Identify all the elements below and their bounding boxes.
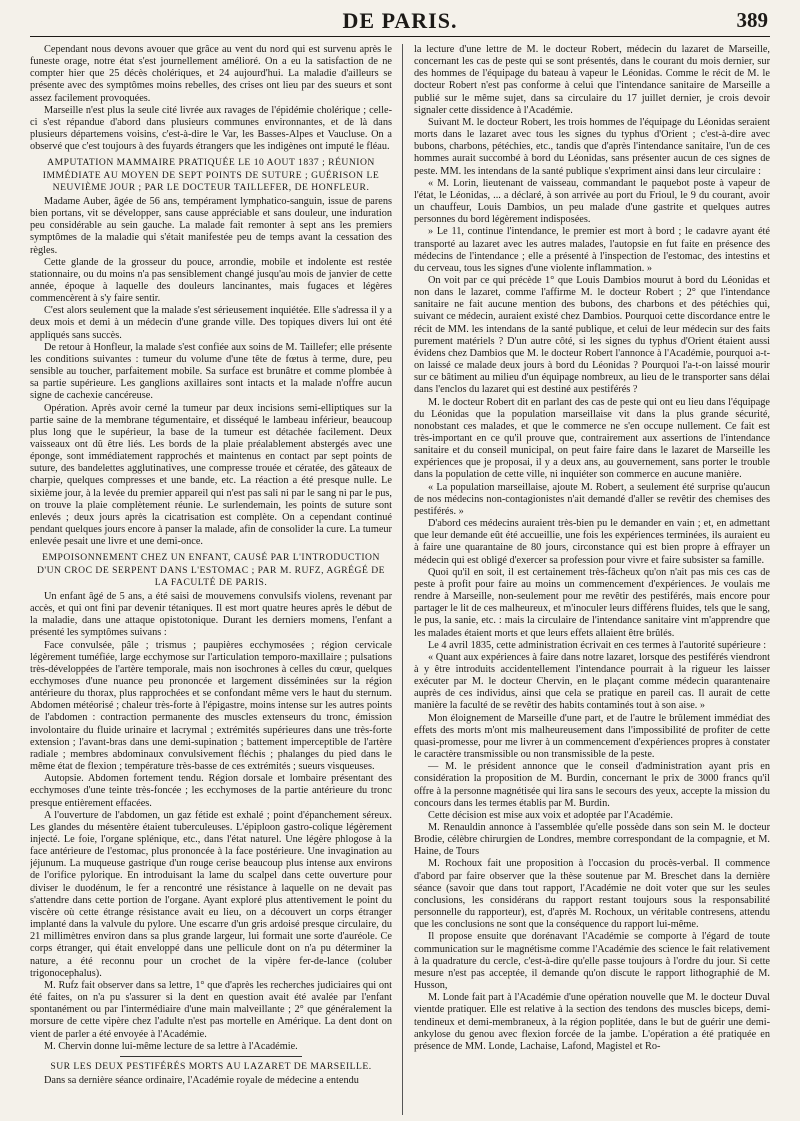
paragraph: Cependant nous devons avouer que grâce au vent du nord qui est survenu après le funeste orage, notre état s'est journellement amélioré. On a eu la satisfaction de ne compter hier que 25 décès cholériques, et 24 aujourd'hui. La maladie d'ailleurs se présente avec des symptômes moins rebelles, des crises ont lieu par des sueurs et sont assez facilement provoquées. bbox=[30, 44, 392, 104]
paragraph: Suivant M. le docteur Robert, les trois hommes de l'équipage du Léonidas seraient morts dans le lazaret avec tous les signes du typhus d'Orient ; c'est-à-dire avec bubons, charbons, pétéchies, etc., tandis que d'après l'intendance sanitaire, l'un de ces hommes aurait succombé à bord du Léonidas, sans présenter aucun de ces signes de peste. MM. les intendans de la santé publique s'expriment ainsi dans leur circulaire : bbox=[414, 116, 770, 177]
page-title: DE PARIS. bbox=[342, 8, 458, 33]
section-heading: SUR LES DEUX PESTIFÉRÉS MORTS AU LAZARET DE MARSEILLE. bbox=[50, 1060, 372, 1072]
paragraph: Il propose ensuite que dorénavant l'Académie se comporte à l'égard de toute communication sur le magnétisme comme l'Académie des science le fait relativement à la quadrature du cercle, c'est-à-dire qu'elle passe toujours à l'ordre du jour. Si cette mesure n'est pas acceptée, il demande qu'on discute le rapport lithographié de M. Husson, bbox=[414, 931, 770, 992]
page-number: 389 bbox=[736, 8, 768, 32]
paragraph: M. Renauldin annonce à l'assemblée qu'elle possède dans son sein M. le docteur Brodie, célèbre chirurgien de Londres, membre correspondant de la compagnie, et M. Haine, de Tours bbox=[414, 822, 770, 858]
paragraph: M. le docteur Robert dit en parlant des cas de peste qui ont eu lieu dans l'équipage du Léonidas que la population marseillaise vit dans la plus grande sécurité, nonobstant ces malades, et que le commerce ne s'en occupe nullement. Ce fait est très-important en ce qu'il prouve que, contrairement aux assertions de l'intendance sanitaire et du conseil municipal, on peut faire faire dans le lazaret de Marseille les expériences que je proposai, il y a deux ans, au gouvernement, sans porter le trouble dans la population de cette ville, ni inquiéter son commerce en aucune manière. bbox=[414, 396, 770, 481]
paragraph: M. Londe fait part à l'Académie d'une opération nouvelle que M. le docteur Duval vientde pratiquer. Elle est relative à la section des tendons des muscles biceps, demi-tendineux et demi-membraneux, à la région poplitée, dans le but de guérir une demi-ankylose du genou avec flexion forcée de la jambe. L'opération a été pratiquée en présence de MM. Londe, Lachaise, Lafond, Magistel et Ro- bbox=[414, 992, 770, 1052]
paragraph: Cette décision est mise aux voix et adoptée par l'Académie. bbox=[428, 809, 673, 821]
section-heading: AMPUTATION MAMMAIRE PRATIQUÉE LE 10 AOUT 1837 ; RÉUNION IMMÉDIATE AU MOYEN DE SEPT POINTS DE SUTURE ; GUÉRISON LE NEUVIÈME JOUR ; PAR LE DOCTEUR TAILLEFER, DE HONFLEUR. bbox=[42, 157, 380, 193]
masthead bbox=[30, 0, 770, 37]
paragraph: M. Rochoux fait une proposition à l'occasion du procès-verbal. Il commence d'abord par faire observer que la thèse soutenue par M. Breschet dans la dernière séance (savoir que dans tout rapport, l'Académie ne doit voter que sur les seules conclusions, les considérans du rapport restant toujours sous la responsabilité personnelle du rapporteur), est, d'après M. Rochoux, un véritable contresens, attendu que les conclusions ne sont que la conséquence du rapport lui-même. bbox=[414, 858, 770, 931]
left-column bbox=[30, 44, 392, 1115]
paragraph: On voit par ce qui précède 1° que Louis Dambios mourut à bord du Léonidas et non dans le lazaret, comme l'affirme M. le docteur Robert ; 2° que l'intendance sanitaire ne fait aucune mention des bubons, des charbons et des pétéchies qui, suivant ce médecin, auraient existé chez Dambios. Pourquoi cette discordance entre le récit de MM. les intendans de la santé publique, et celui de leur médecin sur des faits purement matériels ? D'un autre côté, si les signes du typhus d'Orient étaient aussi évidens chez Dambios que M. le docteur Robert l'annonce à l'Académie, pourquoi a-t-on laissé ce malade deux jours à bord du Léonidas ? Pourquoi l'a-t-on laissé mourir sur ce bâtiment au milieu d'un équipage nombreux, au lieu de le transporter sans délai dans l'enclos du lazaret qui est destiné aux pestiférés ? bbox=[414, 274, 770, 396]
paragraph: Un enfant âgé de 5 ans, a été saisi de mouvemens convulsifs violens, revenant par accès, et qui ont fini par devenir tétaniques. Il est mort quatre heures après le début de la maladie, dans une attaque opistotonique. Durant les derniers momens, l'enfant a présenté les symptômes suivans : bbox=[30, 590, 392, 639]
paragraph: Marseille n'est plus la seule cité livrée aux ravages de l'épidémie cholérique ; celle-ci s'est répandue d'abord dans plusieurs communes environnantes, et de là dans plusieurs départemens voisins, c'est-à-dire le Var, les Basses-Alpes et Vaucluse. On a observé que c'est toujours à des fuyards étrangers que les indigènes ont imputé le fléau. bbox=[30, 104, 392, 153]
paragraph: Dans sa dernière séance ordinaire, l'Académie royale de médecine a entendu bbox=[44, 1074, 359, 1086]
article-columns bbox=[30, 44, 770, 1115]
paragraph: Mon éloignement de Marseille d'une part, et de l'autre le brûlement immédiat des effets des morts m'ont mis malheureusement dans l'impossibilité de profiter de cette quasi-promesse, pour me livrer à un commencement d'expériences propres à constater le caractère transmissible ou non transmissible de la peste. bbox=[414, 712, 770, 761]
paragraph: D'abord ces médecins auraient très-bien pu le demander en vain ; et, en admettant que leur demande eût été accueillie, une fois les expériences terminées, ils auraient eu à faire une quarantaine de 80 jours, circonstance qui est bien propre à effrayer un médecin qui est obligé d'exercer sa profession pour vivre et faire subsister sa famille. bbox=[414, 518, 770, 566]
paragraph: Madame Auber, âgée de 56 ans, tempérament lymphatico-sanguin, issue de parens bien portans, vit se développer, sans cause appréciable et sans douleur, une induration peu considérable au sein gauche. La malade fait remonter à sept ans les premiers symptômes de la maladie qui s'était manifestée peu de temps avant la cessation des règles. bbox=[30, 195, 392, 256]
section-heading: EMPOISONNEMENT CHEZ UN ENFANT, CAUSÉ PAR L'INTRODUCTION D'UN CROC DE SERPENT DANS L'ESTOMAC ; PAR M. RUFZ, AGRÉGÉ DE LA FACULTÉ DE PARIS. bbox=[36, 552, 386, 588]
paragraph: Autopsie. Abdomen fortement tendu. Région dorsale et lombaire présentant des ecchymoses d'une teinte très-foncée ; les ecchymoses de la partie antérieure du tronc presque entièrement effacées. bbox=[30, 773, 392, 809]
paragraph: la lecture d'une lettre de M. le docteur Robert, médecin du lazaret de Marseille, concernant les cas de peste qui se sont présentés, dans le courant du mois dernier, sur des hommes de l'équipage du bateau à vapeur le Léonidas. Comme le récit de M. le docteur Robert n'est pas conforme à celui que l'intendance sanitaire de Marseille a publié sur le même sujet, dans sa circulaire du 17 juillet dernier, je crois devoir signaler cette dissidence à l'Académie. bbox=[414, 44, 770, 116]
paragraph: Opération. Après avoir cerné la tumeur par deux incisions semi-elliptiques sur la partie saine de la membrane tégumentaire, et disséqué le lambeau inférieur, beaucoup plus long que le supérieur, la base de la tumeur est détachée facilement. Deux vaisseaux ont dû être liés. Les bords de la plaie préalablement abstergés avec une éponge, sont immédiatement rapprochés et maintenus en contact par sept points de suture, des bandelettes agglutinatives, une compresse trouée et cératée, des gâteaux de charpie, quelques compresses et une bande, etc. La réaction a été presque nulle. Le sixième jour, à la levée du premier appareil qui n'est pas sali ni par le sang ni par le pus, on trouve la plaie complètement réunie. Le surlendemain, les points de suture sont enlevés ; deux jours après la cicatrisation est complète. On a cependant continué pendant quelques jours encore à panser la malade, afin de consolider la cure. La tumeur enlevée pesait une livre et une demi-once. bbox=[30, 402, 392, 548]
paragraph: De retour à Honfleur, la malade s'est confiée aux soins de M. Taillefer; elle présente les conditions suivantes : tumeur du volume d'une tête de fœtus à terme, dure, peu sensible au toucher, parfaitement mobile. Sa surface est brunâtre et comme plombée à sa partie supérieure. Les ganglions axillaires sont intacts et la malade n'offre aucun signe de cachexie cancéreuse. bbox=[30, 341, 392, 402]
column-divider bbox=[402, 44, 403, 1115]
paragraph: « La population marseillaise, ajoute M. Robert, a seulement été surprise qu'aucun de nos médecins non-contagionistes n'ait demandé d'aller se revêtir des chemises des pestiférés. » bbox=[414, 481, 770, 517]
paragraph: — M. le président annonce que le conseil d'administration ayant pris en considération la proposition de M. Burdin, concernant le prix de 3000 francs qu'il offre à la personne magnétisée qui lira sans le secours des yeux, accepte la mission du concours dans les termes établis par M. Burdin. bbox=[414, 761, 770, 809]
right-column bbox=[414, 44, 770, 1115]
paragraph: A l'ouverture de l'abdomen, un gaz fétide est exhalé ; point d'épanchement séreux. Les glandes du mésentère étaient tuberculeuses. L'épiploon gastro-colique légèrement injecté. Le foie, l'organe splénique, etc., dans l'état naturel. Une légère phlogose à la face antérieure de l'estomac, plus prononcée à la face postérieure. Une invagination au jéjunum. La muqueuse gastrique d'un rouge cerise beaucoup plus intense aux environs de l'orifice pylorique. En introduisant la lame du scalpel dans cette ouverture pour diviser le duodénum, le fer a rencontré une résistance à laquelle on ne devait pas s'attendre dans cette portion de l'organe. Ayant exploré plus attentivement le point du viscère où cette étrange résistance avait eu lieu, on a découvert un corps étranger implanté dans la valvule du pylore. Une escarre d'un gris ardoisé presque circulaire, du 21 millimètres environ dans sa plus grande largeur, lui formait une sorte d'auréole. Ce corps étranger, qui était enveloppé dans une pellicule dont on n'a pu déterminer la nature, a été reconnu pour un crochet de la vipère fer-de-lance (coluber trigonocephalus). bbox=[30, 809, 392, 979]
paragraph: Le 4 avril 1835, cette administration écrivait en ces termes à l'autorité supérieure : bbox=[428, 639, 767, 651]
paragraph: M. Chervin donne lui-même lecture de sa lettre à l'Académie. bbox=[44, 1040, 298, 1052]
paragraph: » Le 11, continue l'intendance, le premier est mort à bord ; le cadavre ayant été transporté au lazaret avec les autres malades, l'autopsie en fut faite en présence des médecins de l'intendance ; elle a présenté à l'inspection de l'estomac, des intestins et du cerveau, tous les signes d'une violente inflammation. » bbox=[414, 226, 770, 274]
paragraph: Quoi qu'il en soit, il est certainement très-fâcheux qu'on n'ait pas mis ces cas de peste à profit pour faire au moins un commencement d'expériences. Je voulais me rendre à Marseille, non-seulement pour me revêtir des pestiférés, mais encore pour partager le lit de ces malheureux, et m'inoculer leurs différens fluides, tels que le sang, le pus, la sanie, etc. : mais la circulaire de l'intendance sanitaire vint m'apprendre que les malades étaient morts et que leurs effets allaient être brûlés. bbox=[414, 566, 770, 639]
paragraph: Face convulsée, pâle ; trismus ; paupières ecchymosées ; région cervicale légèrement tuméfiée, large ecchymose sur l'articulation temporo-maxillaire ; pulsations très-développées de l'artère temporale, mais non isochrones à celles du cœur, quelques ecchymoses d'une nuance peu prononcée et largement disséminées sur la région antérieure du thorax, plus rapprochées et se confondant même vers le haut du sternum. Abdomen météorisé ; chaleur très-forte à l'épigastre, moins intense sur les autres points de l'abdomen : contraction permanente des muscles extenseurs du tronc, émission involontaire du fluide urinaire et lacrymal ; extrémités supérieures dans une très-forte extension ; l'avant-bras dans une demi-supination ; battement imperceptible de l'artère radiale ; membres abdominaux convulsivement fléchis ; phalanges du pied dans le même état de flexion ; température très-basse de ces extrémités ; sueurs visqueuses. bbox=[30, 639, 392, 773]
paragraph: « Quant aux expériences à faire dans notre lazaret, lorsque des pestiférés viendront à y être introduits accidentellement l'intendance pourrait à la rigueur les laisser exécuter par M. le docteur Chervin, en le plaçant comme médecin quarantenaire auprès de ces individus, ainsi que cela se pratique en pareil cas. Il aurait de cette manière la faculté de se revêtir des habits contaminés tout à son aise. » bbox=[414, 651, 770, 712]
paragraph: Cette glande de la grosseur du pouce, arrondie, mobile et indolente est restée stationnaire, ou du moins n'a pas sensiblement changé jusqu'au mois de janvier de cette année, époque à laquelle des douleurs lancinantes, mais fugaces et légères commencèrent à s'y faire sentir. bbox=[30, 256, 392, 305]
paragraph: C'est alors seulement que la malade s'est sérieusement inquiétée. Elle s'adressa il y a deux mois et demi à un médecin d'une grande ville. Des topiques divers lui ont été appliqués sans succès. bbox=[30, 305, 392, 341]
section-rule bbox=[120, 1056, 302, 1057]
paragraph: M. Rufz fait observer dans sa lettre, 1° que d'après les recherches judiciaires qui ont été faites, on n'a pu s'assurer si la dent en question avait été avalée par l'enfant spontanément ou par l'intermédiaire d'une main malveillante ; 2° que généralement la morsure de cette vipère chez l'adulte n'est pas mortelle en Amérique. La dent dont on vient de parler a été envoyée à l'Académie. bbox=[30, 979, 392, 1040]
paragraph: « M. Lorin, lieutenant de vaisseau, commandant le paquebot poste à vapeur de l'état, le Léonidas, ... a déclaré, à son arrivée au port du Frioul, le 9 du courant, avoir un chauffeur, Louis Dambios, un peu malade d'une gastrite et quelques autres personnes du bord légèrement indisposées. bbox=[414, 177, 770, 226]
